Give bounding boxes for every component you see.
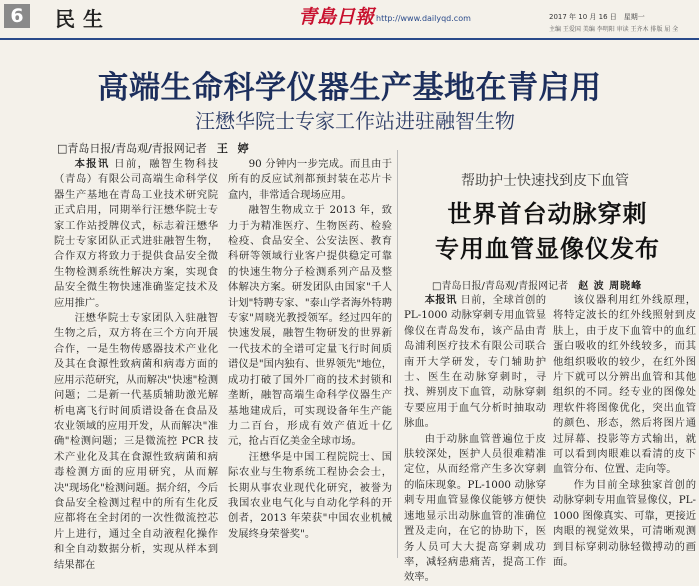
paragraph-text: 日前，全球首创的 PL-1000 动脉穿刺专用血管显像仪在青岛发布，该产品由青岛浦利医疗技术有限公司联合南开大学研发，专门辅助护士、医生在动脉穿刺时，寻找、辨别皮下血管，动脉穿刺专要应用于血气分析时抽取动脉血。 [404,294,546,430]
sub-headline: 汪懋华院士专家工作站进驻融智生物 [195,109,515,133]
article2-headline-line1: 世界首台动脉穿刺 [447,200,648,228]
paragraph-text: 汪懋华是中国工程院院士、国际农业与生物系统工程协会会士，长期从事农业现代化研究，被誉为我国农业电气化与自动化学科的开创者，2013 年荣获"中国农业机械发展终身荣誉奖"。 [228,450,392,540]
paragraph [54,157,218,311]
article1-column-1 [54,157,218,571]
article2-headline-line2: 专用血管显像仪发布 [435,235,660,263]
main-headline: 高端生命科学仪器生产基地在青启用 [97,70,602,106]
article2-kicker: 帮助护士快速找到皮下血管 [461,173,629,189]
byline-reporter: 王 婷 [216,142,252,155]
masthead [0,0,699,40]
article2-column-1 [404,293,546,584]
paragraph [404,293,546,432]
svg-text:青島日報: 青島日報 [298,6,375,28]
article1-column-2 [228,157,392,558]
paragraph [228,450,392,542]
article2-byline [432,277,642,292]
editor-credits: 主编 王爱国 美编 李明阳 审读 王齐木 排版 屈 全 [549,26,679,33]
paragraph [228,157,392,203]
paragraph-text: 日前，融智生物科技（青岛）有限公司高端生命科学仪器生产基地在青岛工业技术研究院正式启用，同期举行汪懋华院士专家工作站授牌仪式，标志着汪懋华院士专家团队正式进驻融智生物，合作双方将致力于提供食品安全微生物检测系统性解决方案，实现食品安全微生物快速准确鉴定技术及应用推广。 [54,158,218,309]
website-url: http://www.dailyqd.com [376,14,471,23]
page-number: 6 [4,4,30,28]
paragraph-text: 90 分钟内一步完成。而且由于所有的反应试剂都预封装在芯片卡盒内，非常适合现场应用。 [228,158,392,201]
paragraph-text: 作为目前全球独家首创的动脉穿刺专用血管显像仪，PL-1000 图像真实、可靠，更接近肉眼的视觉效果，可清晰观测到目标穿刺动脉轻微搏动的画面。 [553,478,696,568]
column-divider [397,150,398,558]
paragraph [404,432,546,586]
paragraph-text: 融智生物成立于 2013 年，致力于为精准医疗、生物医药、检验检疫、食品安全、公安法医、教育科研等领域行业客户提供稳定可靠的快速生物分子检测系列产品及整体解决方案。研发团队由国家"千人计划"特聘专家、"泰山学者海外特聘专家"周晓光教授领军。经过四年的快速发展，融智生物研发的世界新一代技术的全谱可定量飞行时间质谱仪是"国内独有、世界领先"地位，成功打破了国外厂商的技术封锁和垄断，融智高端生命科学仪器生产基地建成后，可实现设备年生产能力二百台，形成有效产值近十亿元，抢占百亿美金全球市场。 [228,204,392,448]
dateline-lead: 本报讯 [74,158,110,170]
paragraph [553,293,696,478]
issue-date: 2017 年 10 月 16 日 星期一 [549,13,645,21]
paragraph-text: 汪懋华院士专家团队入驻融智生物之后，双方将在三个方向开展合作，一是生物传感器技术产业化及其在食源性致病菌和病毒方面的应用示范研究，从而解决"快速"检测问题；二是新一代基质辅助激光解析电离飞行时间质谱设备在食品及农业领域的应用开发，从而解决"准确"检测问题；三是微流控 PCR 技术产业化及其在食源性致病菌和病毒检测方面的应用研究，从而解决"现场化"检测问题。据介绍，今后食品安全检测过程中的所有生化反应都将在全封闭的一次性微流控芯片上进行，通过全自动液程化操作和全自动数据分析，实现从样本到结果都在 [54,312,218,571]
paragraph-text: 该仪器利用红外线原理，将特定波长的红外线照射到皮肤上，由于皮下血管中的血红蛋白吸收的红外线较多，而其他组织吸收的较少，在红外图片下就可以分辨出血管和其他组织的不同。经专业的图像处理软件将图像优化，突出血管的颜色、形态，然后将图片通过屏幕、投影等方式输出，就可以看到肉眼难以看清的皮下血管分布、位置、走向等。 [553,294,696,476]
byline-source: □青岛日报/青岛观/青报网记者 [432,281,569,292]
section-title: 民生 [55,7,111,31]
byline-reporters: 赵 波 周晓峰 [578,281,643,292]
paper-logo [296,2,375,30]
article1-byline [57,140,252,156]
paragraph [54,311,218,573]
dateline-lead: 本报讯 [424,294,457,306]
paragraph-text: 由于动脉血管普遍位于皮肤较深处，医护人员很难精准定位，从而经常产生多次穿刺的临床现象。PL-1000 动脉穿刺专用血管显像仪能够方便快速地显示出动脉血管的准确位置及走向，在它的协助下，医务人员可大大提高穿刺成功率，减轻病患痛苦，提高工作效率。 [404,432,546,584]
byline-source: □青岛日报/青岛观/青报网记者 [57,142,207,155]
article2-column-2 [553,293,696,568]
paragraph [553,478,696,570]
paragraph [228,203,392,450]
